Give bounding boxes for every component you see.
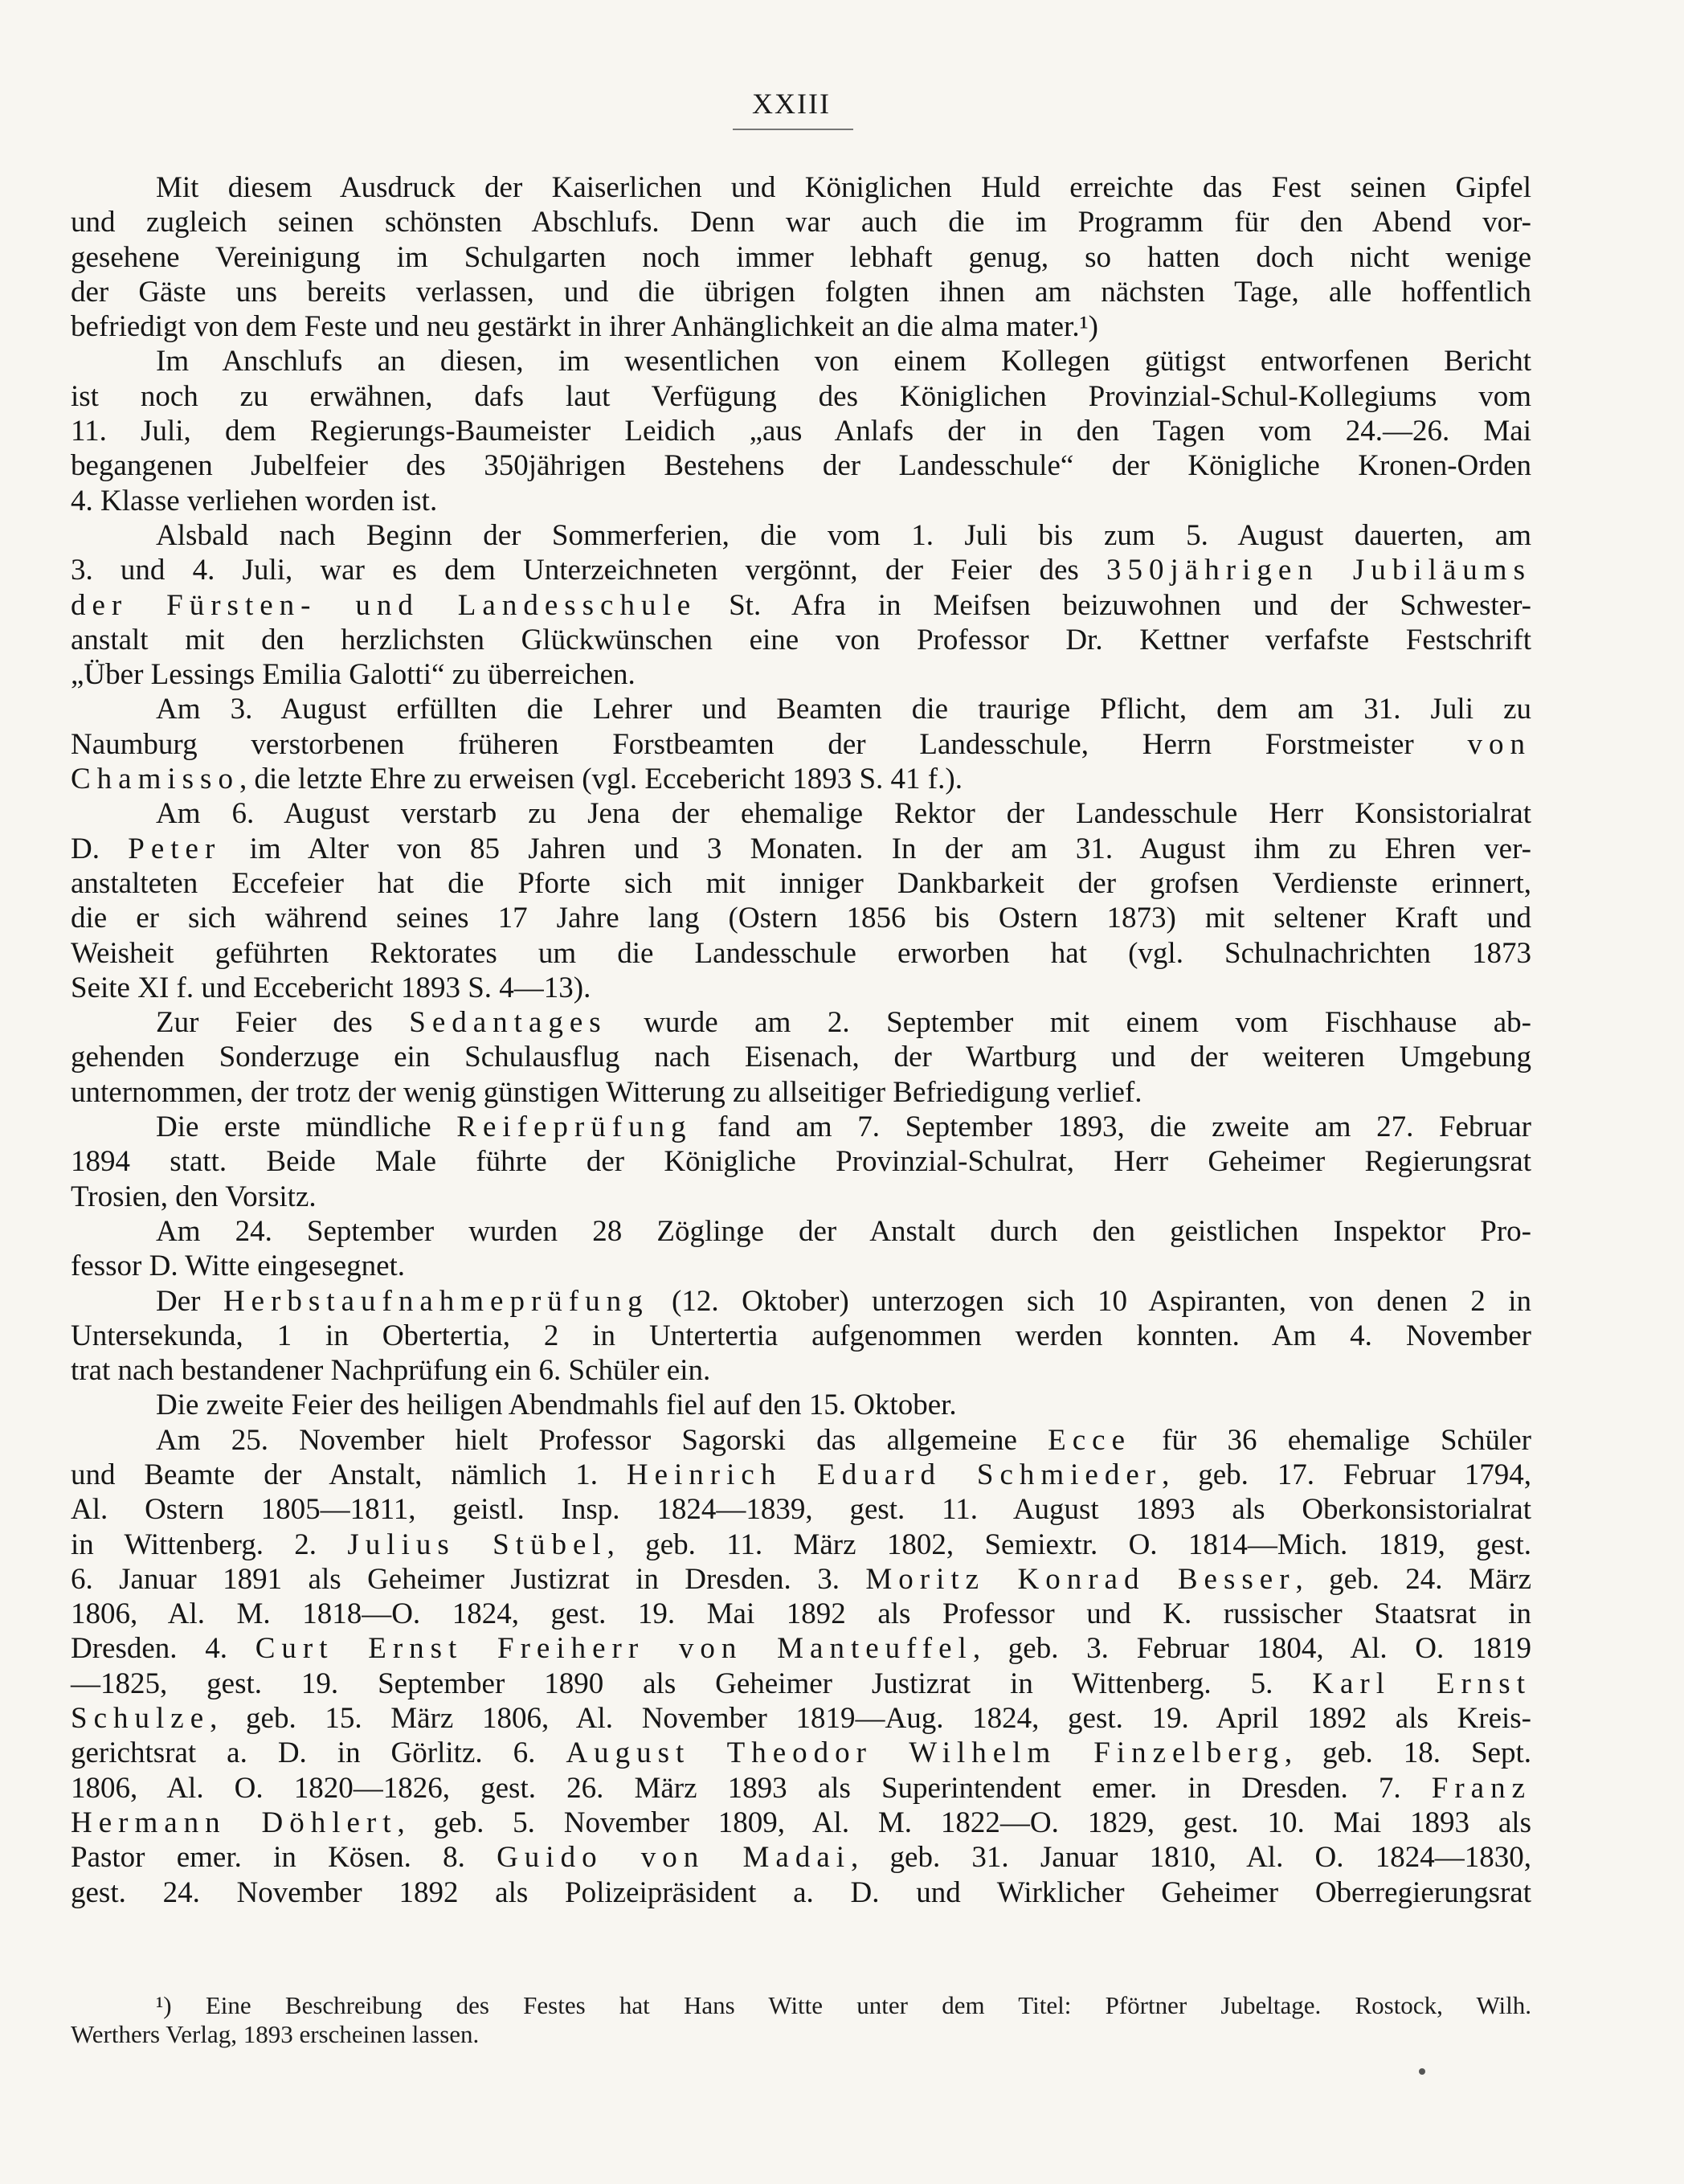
text-line — [71, 832, 1531, 866]
text-segment: der Gäste uns bereits verlassen, und die übrigen folgten ihnen am nächsten Tage, alle hoffentlich — [71, 275, 1531, 309]
spaced-emphasis: von — [1467, 727, 1531, 761]
text-segment: und zugleich seinen schönsten Abschlufs. Denn war auch die im Programm für den Abend vor- — [71, 206, 1531, 239]
text-segment: Dresden. 4. — [71, 1632, 255, 1666]
text-line — [71, 1005, 1531, 1040]
text-line — [71, 1249, 1531, 1283]
text-segment: Mit diesem Ausdruck der Kaiserlichen und Königlichen Huld erreichte das Fest seinen Gipfel — [156, 171, 1531, 204]
text-line — [71, 1701, 1531, 1736]
footnote-line: Werthers Verlag, 1893 erscheinen lassen. — [71, 2020, 480, 2048]
text-line — [71, 553, 1531, 587]
text-segment: Am 24. September wurden 28 Zöglinge der Anstalt durch den geistlichen Inspektor Pro- — [156, 1214, 1531, 1248]
text-line — [71, 1562, 1531, 1597]
spaced-emphasis: Heinrich Eduard Schmieder — [626, 1458, 1163, 1491]
text-line — [71, 1875, 1531, 1910]
spaced-emphasis: Julius Stübel — [347, 1528, 607, 1561]
text-segment: Zur Feier des — [156, 1006, 410, 1040]
text-segment: 1806, Al. O. 1820—1826, gest. 26. März 1893 als Superintendent emer. in Dresden. 7. — [71, 1771, 1432, 1805]
text-line — [71, 971, 1531, 1005]
text-segment: gest. 24. November 1892 als Polizeipräsident a. D. und Wirklicher Geheimer Oberregierungsrat — [71, 1875, 1531, 1909]
text-segment: ist noch zu erwähnen, dafs laut Verfügung des Königlichen Provinzial-Schul-Kollegiums vom — [71, 379, 1531, 413]
text-segment: Im Anschlufs an diesen, im wesentlichen von einem Kollegen gütigst entworfenen Bericht — [156, 345, 1531, 378]
text-segment: gerichtsrat a. D. in Görlitz. 6. — [71, 1736, 566, 1770]
spaced-emphasis: Karl Ernst — [1312, 1667, 1531, 1700]
text-segment: im Alter von 85 Jahren und 3 Monaten. In der am 31. August ihm zu Ehren ver- — [221, 832, 1531, 865]
text-line — [71, 1075, 1531, 1110]
text-line — [71, 1492, 1531, 1527]
text-segment: wurde am 2. September mit einem vom Fischhause ab- — [607, 1006, 1531, 1040]
text-line — [71, 1597, 1531, 1631]
text-segment: , geb. 11. März 1802, Semiextr. O. 1814—Mich. 1819, gest. — [607, 1528, 1532, 1561]
text-segment: Die erste mündliche — [156, 1110, 457, 1144]
text-line — [71, 1319, 1531, 1353]
text-segment: gehenden Sonderzuge ein Schulausflug nach Eisenach, der Wartburg und der weiteren Umgebung — [71, 1041, 1531, 1074]
footnotes — [71, 1991, 1531, 2049]
spaced-emphasis: Sedantages — [409, 1006, 607, 1040]
text-line — [71, 1806, 1531, 1840]
spaced-emphasis: Schulze — [71, 1702, 210, 1736]
text-line — [71, 275, 1531, 309]
text-line — [71, 1771, 1531, 1806]
text-line — [71, 762, 1531, 796]
text-segment: anstalteten Eccefeier hat die Pforte sich mit inniger Dankbarkeit der grofsen Verdienste erinnert, — [71, 866, 1531, 900]
spaced-emphasis: Franz — [1431, 1771, 1531, 1805]
text-line — [71, 1284, 1531, 1319]
text-line — [71, 448, 1531, 483]
text-line — [71, 1110, 1531, 1144]
text-line — [71, 1388, 1531, 1422]
text-line — [71, 1631, 1531, 1666]
text-line — [71, 379, 1531, 414]
spaced-emphasis: Moritz Konrad Besser — [865, 1562, 1296, 1596]
text-segment: Naumburg verstorbenen früheren Forstbeamten der Landesschule, Herrn Forstmeister — [71, 727, 1468, 761]
text-line — [71, 657, 1531, 692]
text-segment: (12. Oktober) unterzogen sich 10 Aspiranten, von denen 2 in — [648, 1284, 1531, 1318]
text-line — [71, 1840, 1531, 1875]
text-segment: Al. Ostern 1805—1811, geistl. Insp. 1824—1839, gest. 11. August 1893 als Oberkonsistorialrat — [71, 1493, 1531, 1527]
text-line — [71, 1180, 1531, 1214]
text-segment: Am 25. November hielt Professor Sagorski das allgemeine — [156, 1423, 1048, 1457]
text-line — [71, 344, 1531, 378]
text-segment: , geb. 5. November 1809, Al. M. 1822—O. 1829, gest. 10. Mai 1893 als — [397, 1806, 1531, 1839]
text-segment: Seite XI f. und Eccebericht 1893 S. 4—13). — [71, 971, 591, 1004]
text-segment: Am 6. August verstarb zu Jena der ehemalige Rektor der Landesschule Herr Konsistorialrat — [156, 797, 1531, 831]
text-line — [71, 727, 1531, 762]
text-line — [71, 518, 1531, 553]
page-number: XXIII — [752, 88, 831, 120]
spaced-emphasis: Ecce — [1048, 1423, 1132, 1457]
spaced-emphasis: Chamisso — [71, 763, 239, 796]
text-segment: Alsbald nach Beginn der Sommerferien, die vom 1. Juli bis zum 5. August dauerten, am — [156, 518, 1531, 552]
text-segment: anstalt mit den herzlichsten Glückwünschen eine von Professor Dr. Kettner verfafste Festschrift — [71, 623, 1531, 656]
text-segment: in Wittenberg. 2. — [71, 1528, 348, 1561]
text-segment: , geb. 24. März — [1295, 1562, 1531, 1596]
text-line — [71, 170, 1531, 205]
text-line — [71, 1353, 1531, 1388]
text-segment: Die zweite Feier des heiligen Abendmahls fiel auf den 15. Oktober. — [156, 1389, 957, 1422]
text-segment: Am 3. August erfüllten die Lehrer und Beamten die traurige Pflicht, dem am 31. Juli zu — [156, 693, 1531, 726]
text-segment: , geb. 15. März 1806, Al. November 1819—Aug. 1824, gest. 19. April 1892 als Kreis- — [210, 1702, 1531, 1736]
text-segment: D. — [71, 832, 129, 865]
folio-rule — [733, 129, 853, 130]
text-line — [71, 414, 1531, 448]
text-line — [71, 901, 1531, 935]
spaced-emphasis: Reifeprüfung — [456, 1110, 693, 1144]
text-segment: 4. Klasse verliehen worden ist. — [71, 484, 438, 517]
text-segment: , geb. 3. Februar 1804, Al. O. 1819 — [972, 1632, 1531, 1666]
text-segment: St. Afra in Meifsen beizuwohnen und der Schwester- — [697, 588, 1531, 622]
text-line — [71, 309, 1531, 344]
text-line — [71, 692, 1531, 726]
text-segment: und Beamte der Anstalt, nämlich 1. — [71, 1458, 627, 1491]
text-segment: 1894 statt. Beide Male führte der Königliche Provinzial-Schulrat, Herr Geheimer Regierungsrat — [71, 1145, 1531, 1179]
spaced-emphasis: der Fürsten- und Landesschule — [71, 588, 697, 622]
text-line — [71, 936, 1531, 971]
text-line — [71, 1667, 1531, 1701]
text-segment: befriedigt von dem Feste und neu gestärkt in ihrer Anhänglichkeit an die alma mater.¹) — [71, 310, 1098, 344]
text-segment: die er sich während seines 17 Jahre lang (Ostern 1856 bis Ostern 1873) mit seltener Kraft und — [71, 902, 1531, 935]
text-segment: 11. Juli, dem Regierungs-Baumeister Leidich „aus Anlafs der in den Tagen vom 24.—26. Mai — [71, 415, 1531, 448]
text-line — [71, 588, 1531, 623]
text-segment: trat nach bestandener Nachprüfung ein 6. Schüler ein. — [71, 1354, 711, 1388]
text-line — [71, 240, 1531, 275]
text-line — [71, 1736, 1531, 1770]
text-segment: Trosien, den Vorsitz. — [71, 1180, 317, 1213]
text-segment: fand am 7. September 1893, die zweite am 27. Februar — [692, 1110, 1532, 1144]
text-line — [71, 1458, 1531, 1492]
text-segment: , geb. 31. Januar 1810, Al. O. 1824—1830, — [851, 1841, 1531, 1875]
body-text — [71, 170, 1531, 1910]
text-line — [71, 796, 1531, 831]
text-line — [71, 205, 1531, 239]
spaced-emphasis: Guido von Madai — [497, 1841, 852, 1875]
spaced-emphasis: Hermann Döhlert — [71, 1806, 398, 1839]
text-segment: Weisheit geführten Rektorates um die Landesschule erworben hat (vgl. Schulnachrichten 1873 — [71, 936, 1531, 970]
text-line — [71, 1040, 1531, 1074]
spaced-emphasis: Curt Ernst Freiherr von Manteuffel — [255, 1632, 973, 1666]
spaced-emphasis: Herbstaufnahmeprüfung — [223, 1284, 649, 1318]
text-segment: —1825, gest. 19. September 1890 als Geheimer Justizrat in Wittenberg. 5. — [71, 1667, 1313, 1700]
text-line — [71, 623, 1531, 657]
text-segment: unternommen, der trotz der wenig günstigen Witterung zu allseitiger Befriedigung verlief. — [71, 1075, 1142, 1109]
text-segment: , geb. 17. Februar 1794, — [1162, 1458, 1531, 1491]
spaced-emphasis: 350jährigen Jubiläums — [1106, 554, 1531, 587]
text-line — [71, 866, 1531, 901]
text-segment: „Über Lessings Emilia Galotti“ zu überreichen. — [71, 658, 636, 692]
text-segment: begangenen Jubelfeier des 350jährigen Bestehens der Landesschule“ der Königliche Kronen-Orden — [71, 449, 1531, 483]
text-line — [71, 484, 1531, 518]
text-segment: fessor D. Witte eingesegnet. — [71, 1249, 406, 1283]
text-line — [71, 1144, 1531, 1179]
text-segment: , die letzte Ehre zu erweisen (vgl. Eccebericht 1893 S. 41 f.). — [239, 763, 963, 796]
text-segment: gesehene Vereinigung im Schulgarten noch immer lebhaft genug, so hatten doch nicht wenige — [71, 240, 1531, 274]
text-segment: 1806, Al. M. 1818—O. 1824, gest. 19. Mai 1892 als Professor und K. russischer Staatsrat in — [71, 1597, 1531, 1631]
text-segment: Der — [156, 1284, 223, 1318]
spaced-emphasis: August Theodor Wilhelm Finzelberg — [566, 1736, 1285, 1770]
text-line — [71, 1214, 1531, 1249]
text-segment: Pastor emer. in Kösen. 8. — [71, 1841, 497, 1875]
text-line — [71, 1423, 1531, 1458]
text-segment: Untersekunda, 1 in Obertertia, 2 in Untertertia aufgenommen werden konnten. Am 4. November — [71, 1319, 1531, 1352]
footnote-line: ¹) Eine Beschreibung des Festes hat Hans Witte unter dem Titel: Pförtner Jubeltage. Rostock, Wilh. — [156, 1991, 1531, 2019]
print-speck — [1419, 2068, 1425, 2075]
text-segment: 6. Januar 1891 als Geheimer Justizrat in Dresden. 3. — [71, 1562, 866, 1596]
text-line — [71, 1528, 1531, 1562]
spaced-emphasis: Peter — [128, 832, 222, 865]
text-segment: für 36 ehemalige Schüler — [1131, 1423, 1531, 1457]
text-segment: 3. und 4. Juli, war es dem Unterzeichneten vergönnt, der Feier des — [71, 554, 1107, 587]
text-segment: , geb. 18. Sept. — [1284, 1736, 1532, 1770]
